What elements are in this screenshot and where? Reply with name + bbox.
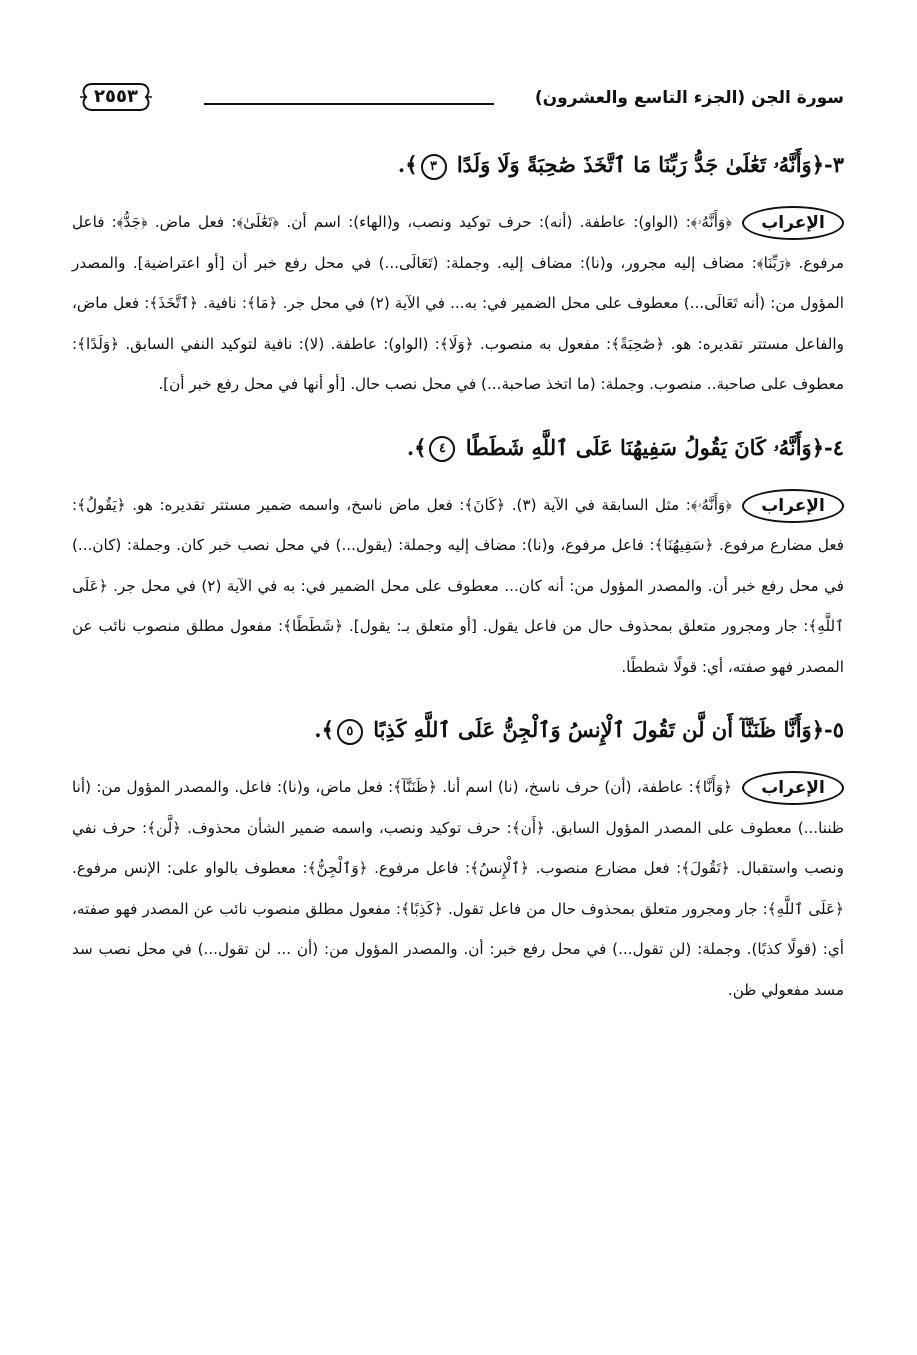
irab-paragraph <box>72 202 844 405</box>
irab-paragraph <box>72 485 844 688</box>
verse-line: ٤-﴿وَأَنَّهُۥ كَانَ يَقُولُ سَفِيهُنَا عَلَى ٱللَّهِ شَطَطًا ٤﴾. <box>72 425 844 471</box>
ayah-number-marker: ٤ <box>429 436 455 462</box>
irab-paragraph <box>72 767 844 1010</box>
verse-text: وَأَنَّا ظَنَنَّآ أَن لَّن تَقُولَ ٱلْإِنسُ وَٱلْجِنُّ عَلَى ٱللَّهِ كَذِبًا <box>373 717 812 742</box>
ornate-bracket-open: ﴿ <box>811 434 824 460</box>
ayah-number-marker: ٣ <box>421 154 447 180</box>
ornate-bracket-close: ﴾ <box>405 152 418 177</box>
verse-number: ٤- <box>824 434 844 460</box>
page-number: ٢٥٥٣ <box>94 86 138 107</box>
verse-text: وَأَنَّهُۥ كَانَ يَقُولُ سَفِيهُنَا عَلَى ٱللَّهِ شَطَطًا <box>465 434 812 460</box>
ornate-bracket-close: ﴾ <box>321 717 334 742</box>
page-header-title: سورة الجن (الجزء التاسع والعشرون) <box>534 88 844 108</box>
verse-number: ٥- <box>824 717 844 742</box>
verse-line: ٣-﴿وَأَنَّهُۥ تَعَٰلَىٰ جَدُّ رَبِّنَا مَا ٱتَّخَذَ صَٰحِبَةً وَلَا وَلَدًا ٣﴾. <box>72 142 844 188</box>
irab-label: الإعراب <box>742 489 844 523</box>
irab-text: ﴿وَأَنَّهُۥ﴾: مثل السابقة في الآية (٣). ﴿كَانَ﴾: فعل ماض ناسخ، واسمه ضمير مستتر تقديره: هو. ﴿يَقُولُ﴾: فعل مضارع مرفوع. ﴿سَفِيهُنَا﴾: فاعل مرفوع، و(نا): مضاف إليه وجملة: (يقول...) في محل نصب خبر كان. وجملة: (كان...) في محل رفع خبر أن. والمصدر المؤول من: أنه كان... معطوف على محل الضمير في: به في الآية (٢) في محل جر. ﴿عَلَى ٱللَّهِ﴾: جار ومجرور متعلق بمحذوف حال من فاعل يقول. [أو متعلق بـ: يقول]. ﴿شَطَطًا﴾: مفعول مطلق منصوب نائب عن المصدر فهو صفته، أي: قولًا شططًا. <box>72 495 845 676</box>
verse-line: ٥-﴿وَأَنَّا ظَنَنَّآ أَن لَّن تَقُولَ ٱلْإِنسُ وَٱلْجِنُّ عَلَى ٱللَّهِ كَذِبًا ٥﴾. <box>72 707 844 753</box>
ornate-bracket-close: ﴾ <box>414 434 427 460</box>
verse-number: ٣- <box>824 152 844 177</box>
book-page <box>72 70 844 1010</box>
ornate-bracket-open: ﴿ <box>811 717 824 742</box>
irab-label: الإعراب <box>742 206 844 240</box>
header-rule <box>204 103 494 105</box>
irab-label: الإعراب <box>742 771 844 805</box>
irab-text: ﴿وَأَنَّا﴾: عاطفة، (أن) حرف ناسخ، (نا) اسم أنا. ﴿ظَنَنَّآ﴾: فعل ماض، و(نا): فاعل. والمصدر المؤول من: (أنا ظننا...) معطوف على المصدر المؤول السابق. ﴿أَن﴾: حرف توكيد ونصب، واسمه ضمير الشأن محذوف. ﴿لَّن﴾: حرف نفي ونصب واستقبال. ﴿تَقُولَ﴾: فعل مضارع منصوب. ﴿ٱلْإِنسُ﴾: فاعل مرفوع. ﴿وَٱلْجِنُّ﴾: معطوف بالواو على: الإنس مرفوع. ﴿عَلَى ٱللَّهِ﴾: جار ومجرور متعلق بمحذوف حال من فاعل تقول. ﴿كَذِبًا﴾: مفعول مطلق منصوب نائب عن المصدر فهو صفته، أي: (قولًا كذبًا). وجملة: (لن تقول...) في محل رفع خبر: أن. والمصدر المؤول من: (أن ... لن تقول...) في محل نصب سد مسد مفعولي ظن. <box>72 778 844 999</box>
irab-text: ﴿وَأَنَّهُۥ﴾: (الواو): عاطفة. (أنه): حرف توكيد ونصب، و(الهاء): اسم أن. ﴿تَعَٰلَىٰ﴾: فعل ماض. ﴿جَدُّ﴾: فاعل مرفوع. ﴿رَبِّنَا﴾: مضاف إليه مجرور، و(نا): مضاف إليه. وجملة: (تَعَالَى...) في محل رفع خبر أن [أو اعتراضية]. والمصدر المؤول من: (أنه تَعَالَى...) معطوف على محل الضمير في: به... في الآية (٢) في محل جر. ﴿مَا﴾: نافية. ﴿ٱتَّخَذَ﴾: فعل ماض، والفاعل مستتر تقديره: هو. ﴿صَٰحِبَةً﴾: مفعول به منصوب. ﴿وَلَا﴾: (الواو): عاطفة. (لا): نافية لتوكيد النفي السابق. ﴿وَلَدًا﴾: معطوف على صاحبة.. منصوب. وجملة: (ما اتخذ صاحبة...) في محل نصب حال. [أو أنها في محل رفع خبر أن]. <box>72 213 845 393</box>
ayah-number-marker: ٥ <box>337 719 363 745</box>
page-number-frame <box>78 80 154 114</box>
page-header <box>72 70 844 122</box>
verse-text: وَأَنَّهُۥ تَعَٰلَىٰ جَدُّ رَبِّنَا مَا ٱتَّخَذَ صَٰحِبَةً وَلَا وَلَدًا <box>456 152 812 177</box>
ornate-bracket-open: ﴿ <box>811 152 824 177</box>
